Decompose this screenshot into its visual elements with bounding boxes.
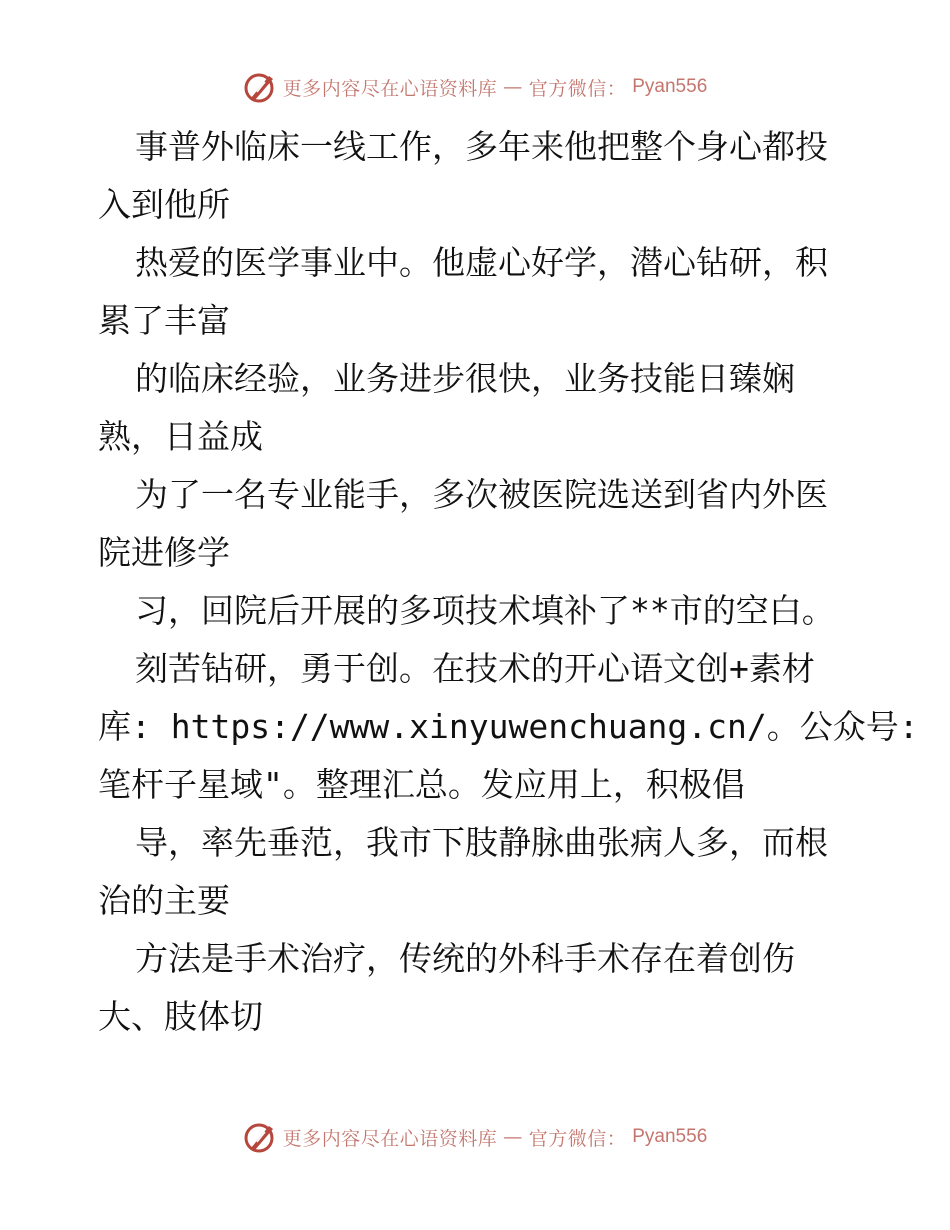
- text-line: 院进修学: [98, 533, 230, 572]
- page-footer: [0, 1120, 950, 1154]
- quill-logo-icon: [243, 70, 277, 104]
- footer-brand-text: 更多内容尽在心语资料库: [282, 1127, 498, 1150]
- text-line: 治的主要: [98, 881, 230, 920]
- header-wechat-handle: Pyan556: [632, 76, 708, 97]
- footer-separator: —: [503, 1126, 523, 1148]
- text-line: 入到他所: [98, 185, 230, 224]
- text-line: 方法是手术治疗，传统的外科手术存在着创伤: [135, 939, 795, 978]
- text-line: 熟，日益成: [98, 417, 263, 456]
- header-separator: —: [503, 76, 523, 98]
- text-line: 累了丰富: [98, 301, 230, 340]
- text-line: 为了一名专业能手，多次被医院选送到省内外医: [135, 475, 828, 514]
- header-contact-label: 官方微信：: [528, 77, 627, 100]
- footer-contact-label: 官方微信：: [528, 1127, 627, 1150]
- document-body: [98, 118, 919, 1046]
- text-line: 的临床经验，业务进步很快，业务技能日臻娴: [135, 359, 795, 398]
- text-line: 事普外临床一线工作，多年来他把整个身心都投: [135, 127, 828, 166]
- text-line: 热爱的医学事业中。他虚心好学，潜心钻研，积: [135, 243, 828, 282]
- quill-logo-icon: [243, 1120, 277, 1154]
- header-brand-text: 更多内容尽在心语资料库: [282, 77, 498, 100]
- text-line: 库: https://www.xinyuwenchuang.cn/。公众号:: [98, 707, 919, 746]
- text-line: 大、肢体切: [98, 997, 263, 1036]
- text-line: 刻苦钻研，勇于创。在技术的开心语文创+素材: [135, 649, 815, 688]
- footer-wechat-handle: Pyan556: [632, 1126, 708, 1147]
- text-line: 习，回院后开展的多项技术填补了**市的空白。: [135, 591, 835, 630]
- text-line: 导，率先垂范，我市下肢静脉曲张病人多，而根: [135, 823, 828, 862]
- text-line: 笔杆子星域"。整理汇总。发应用上，积极倡: [98, 765, 745, 804]
- page-header: [0, 70, 950, 104]
